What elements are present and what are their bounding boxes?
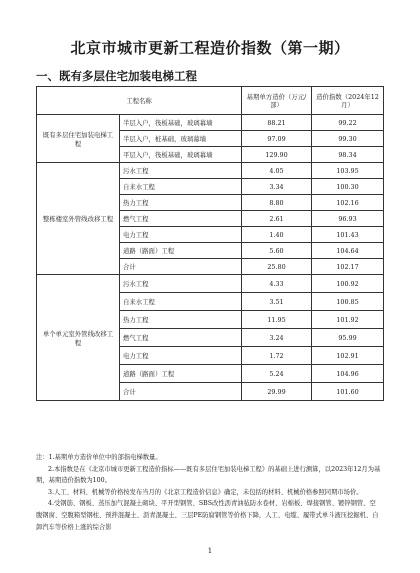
sub-item-name: 电力工程	[120, 347, 242, 365]
sub-item-name: 污水工程	[120, 163, 242, 179]
footnote: 3.人工、材料、机械等价格按发布当月的《北京工程造价信息》确定，未包括的材料、机械价格参照同期市场价。	[48, 488, 363, 496]
cost-index-value: 99.22	[312, 115, 384, 131]
base-cost-value: 4.33	[242, 275, 312, 293]
cost-index-value: 95.99	[312, 329, 384, 347]
page-title: 北京市城市更新工程造价指数（第一期）	[70, 39, 350, 57]
sub-item-name: 道路（路面）工程	[120, 365, 242, 383]
cost-index-value: 101.92	[312, 311, 384, 329]
section-heading: 一、既有多层住宅加装电梯工程	[36, 69, 197, 83]
base-cost-value: 5.60	[242, 243, 312, 259]
project-group-name: 单个单元室外管线改移工程	[37, 275, 120, 401]
base-cost-value: 88.21	[242, 115, 312, 131]
sub-item-name: 污水工程	[120, 275, 242, 293]
base-cost-value: 129.90	[242, 147, 312, 163]
table-body	[37, 115, 384, 401]
cost-index-value: 102.91	[312, 347, 384, 365]
base-cost-value: 25.80	[242, 259, 312, 275]
cost-index-value: 102.17	[312, 259, 384, 275]
cost-index-value: 99.30	[312, 131, 384, 147]
base-cost-value: 97.09	[242, 131, 312, 147]
base-cost-value: 3.24	[242, 329, 312, 347]
base-cost-value: 3.51	[242, 293, 312, 311]
table-header-row	[37, 87, 384, 115]
cost-index-value: 100.30	[312, 179, 384, 195]
cost-index-value: 104.96	[312, 365, 384, 383]
footnote: 4.受钢筋、钢板、蒸压加气混凝土砌块、平开型钢管、SBS改性沥青油毡防水卷材、岩棉板、焊接钢管、镀锌钢管、空腹钢窗、空腹箱型钢柱、预拌混凝土、沥青混凝土、三层PE防腐钢管等价格下降，人工、电缆、履带式单斗液压挖掘机、自卸汽车等价格上涨的综合影	[36, 500, 379, 531]
table-row	[37, 163, 384, 179]
cost-index-value: 101.60	[312, 383, 384, 401]
project-group-name: 既有多层住宅加装电梯工程	[37, 115, 120, 163]
sub-item-name: 燃气工程	[120, 211, 242, 227]
cost-index-value: 102.16	[312, 195, 384, 211]
sub-item-name: 电力工程	[120, 227, 242, 243]
base-cost-value: 1.40	[242, 227, 312, 243]
base-cost-value: 11.95	[242, 311, 312, 329]
page-number: 1	[207, 547, 213, 555]
sub-item-name: 自来水工程	[120, 179, 242, 195]
cost-index-value: 100.85	[312, 293, 384, 311]
header-project-name: 工程名称	[37, 87, 242, 115]
sub-item-name: 燃气工程	[120, 329, 242, 347]
cost-index-value: 96.93	[312, 211, 384, 227]
header-cost-index: 造价指数（2024年12月）	[312, 87, 384, 115]
base-cost-value: 1.72	[242, 347, 312, 365]
project-group-name: 整栋楼室外管线改移工程	[37, 163, 120, 275]
table-row	[37, 275, 384, 293]
sub-item-name: 热力工程	[120, 311, 242, 329]
sub-item-name: 合计	[120, 383, 242, 401]
sub-item-name: 平层入户，筏板基础，玻璃幕墙	[120, 147, 242, 163]
sub-item-name: 自来水工程	[120, 293, 242, 311]
cost-index-value: 101.43	[312, 227, 384, 243]
footnote: 注：1.基期单方造价单位中的部指电梯数量。	[36, 454, 162, 461]
cost-index-value: 103.95	[312, 163, 384, 179]
table-row	[37, 115, 384, 131]
base-cost-value: 8.80	[242, 195, 312, 211]
sub-item-name: 半层入户，筏板基础，玻璃幕墙	[120, 115, 242, 131]
base-cost-value: 2.61	[242, 211, 312, 227]
base-cost-value: 29.99	[242, 383, 312, 401]
base-cost-value: 5.24	[242, 365, 312, 383]
header-base-cost: 基期单方造价（万元/部）	[242, 87, 312, 115]
footnote: 2.本指数是在《北京市城市更新工程造价指标——既有多层住宅加装电梯工程》的基础上进行测算，以2023年12月为基期，基期造价指数为100。	[36, 465, 381, 485]
base-cost-value: 3.34	[242, 179, 312, 195]
sub-item-name: 热力工程	[120, 195, 242, 211]
cost-index-value: 98.34	[312, 147, 384, 163]
cost-index-value: 104.64	[312, 243, 384, 259]
footnotes	[36, 452, 382, 533]
cost-index-value: 100.92	[312, 275, 384, 293]
base-cost-value: 4.05	[242, 163, 312, 179]
sub-item-name: 合计	[120, 259, 242, 275]
cost-index-table	[36, 86, 384, 401]
sub-item-name: 道路（路面）工程	[120, 243, 242, 259]
sub-item-name: 半层入户，桩基础，玻璃幕墙	[120, 131, 242, 147]
